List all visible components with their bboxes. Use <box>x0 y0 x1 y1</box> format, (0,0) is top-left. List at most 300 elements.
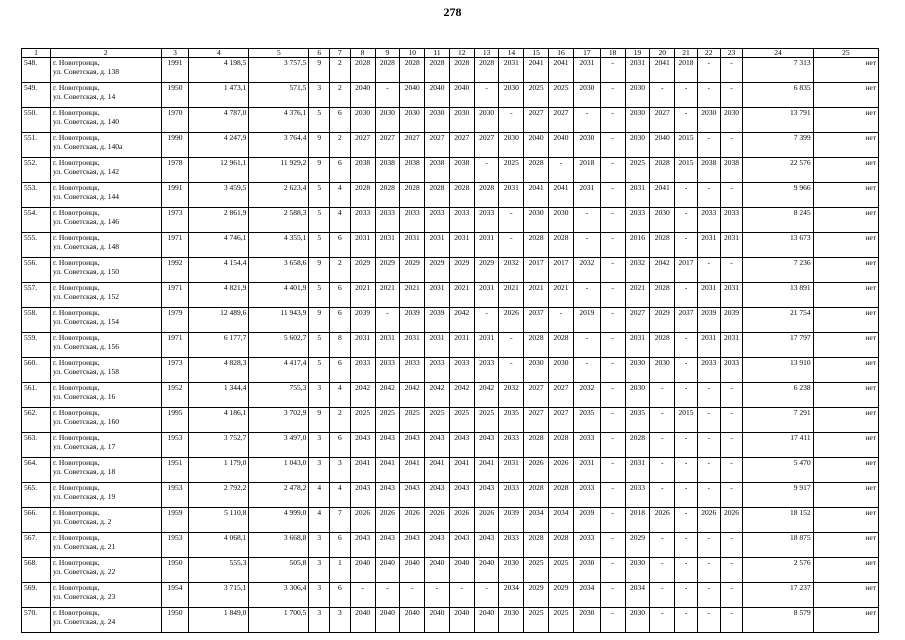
table-row <box>22 58 879 83</box>
flag-cell: нет <box>813 308 878 333</box>
address-street: ул. Советская, д. 138 <box>52 67 120 76</box>
table-row <box>22 158 879 183</box>
table-cell: 2026 <box>350 508 375 533</box>
table-cell: 3 <box>330 458 351 483</box>
row-number: 568. <box>22 558 51 583</box>
table-cell: 2031 <box>425 233 450 258</box>
address-street: ул. Советская, д. 19 <box>52 492 116 501</box>
table-cell: 2027 <box>625 308 650 333</box>
table-cell: 2031 <box>350 333 375 358</box>
table-cell: 2025 <box>524 558 549 583</box>
table-cell: 2031 <box>499 58 524 83</box>
table-cell: - <box>720 183 743 208</box>
table-cell: 2030 <box>625 358 650 383</box>
table-row <box>22 433 879 458</box>
table-cell: 2029 <box>549 583 574 608</box>
table-cell: 1950 <box>161 83 189 108</box>
table-cell: 2042 <box>350 383 375 408</box>
table-row <box>22 308 879 333</box>
column-number-header: 8 <box>350 49 375 58</box>
table-cell: 5 <box>309 333 330 358</box>
table-cell: 2033 <box>499 533 524 558</box>
table-cell: 6 <box>330 433 351 458</box>
table-cell: - <box>600 383 625 408</box>
table-cell: - <box>650 458 675 483</box>
table-cell: 5 <box>309 233 330 258</box>
table-row <box>22 508 879 533</box>
address-city: г. Новотроицк, <box>52 208 100 217</box>
table-cell: - <box>600 208 625 233</box>
column-number-row <box>22 49 879 58</box>
table-cell: 2030 <box>625 108 650 133</box>
table-cell: 4 821,9 <box>189 283 249 308</box>
table-cell: 2030 <box>573 83 600 108</box>
table-cell: - <box>375 583 400 608</box>
table-cell: - <box>600 533 625 558</box>
address-city: г. Новотроицк, <box>52 383 100 392</box>
table-cell: 2017 <box>675 258 698 283</box>
table-cell: - <box>720 458 743 483</box>
table-cell: 2021 <box>350 283 375 308</box>
table-cell: 3 <box>309 533 330 558</box>
table-cell: 2026 <box>474 508 499 533</box>
table-cell: 2030 <box>625 608 650 633</box>
flag-cell: нет <box>813 183 878 208</box>
address-cell <box>50 433 161 458</box>
table-cell: 4 746,1 <box>189 233 249 258</box>
table-cell: 2031 <box>625 58 650 83</box>
table-cell: 2031 <box>400 233 425 258</box>
table-cell: 2042 <box>449 308 474 333</box>
address-cell <box>50 558 161 583</box>
table-cell: 6 177,7 <box>189 333 249 358</box>
flag-cell: нет <box>813 58 878 83</box>
column-number-header: 20 <box>650 49 675 58</box>
table-row <box>22 608 879 633</box>
table-cell: 2031 <box>350 233 375 258</box>
table-cell: 2026 <box>449 508 474 533</box>
table-cell: 3 <box>309 608 330 633</box>
address-cell <box>50 483 161 508</box>
table-cell: 3 <box>309 433 330 458</box>
table-cell: 2040 <box>474 608 499 633</box>
table-cell: - <box>675 433 698 458</box>
table-cell: 2043 <box>425 483 450 508</box>
table-cell: 2021 <box>625 283 650 308</box>
table-cell: 2034 <box>625 583 650 608</box>
table-row <box>22 133 879 158</box>
address-city: г. Новотроицк, <box>52 108 100 117</box>
table-cell: 4 <box>309 483 330 508</box>
table-cell: 2031 <box>720 333 743 358</box>
address-cell <box>50 233 161 258</box>
table-cell: - <box>400 583 425 608</box>
table-cell: 4 <box>330 208 351 233</box>
flag-cell: нет <box>813 458 878 483</box>
table-cell: 2033 <box>499 433 524 458</box>
table-cell: 1971 <box>161 333 189 358</box>
column-number-header: 22 <box>697 49 720 58</box>
column-number-header: 25 <box>813 49 878 58</box>
column-number-header: 12 <box>449 49 474 58</box>
table-cell: 2031 <box>425 283 450 308</box>
table-cell: 2031 <box>474 283 499 308</box>
table-cell: 2042 <box>425 383 450 408</box>
flag-cell: нет <box>813 233 878 258</box>
table-cell: 2031 <box>573 58 600 83</box>
table-cell: 2028 <box>425 183 450 208</box>
table-cell: 2 588,3 <box>249 208 309 233</box>
table-cell: 2029 <box>400 258 425 283</box>
table-cell: 2032 <box>625 258 650 283</box>
table-cell: 2026 <box>400 508 425 533</box>
table-cell: 5 <box>309 183 330 208</box>
table-cell: - <box>697 83 720 108</box>
table-cell: 2027 <box>549 108 574 133</box>
address-city: г. Новотроицк, <box>52 258 100 267</box>
table-cell: 2040 <box>650 133 675 158</box>
table-cell: - <box>675 208 698 233</box>
address-street: ул. Советская, д. 156 <box>52 342 120 351</box>
table-cell: 2033 <box>697 358 720 383</box>
table-cell: - <box>697 383 720 408</box>
table-cell: - <box>697 133 720 158</box>
table-cell: - <box>720 83 743 108</box>
table-cell: 2025 <box>549 558 574 583</box>
table-cell: 2028 <box>350 58 375 83</box>
table-cell: 2031 <box>449 333 474 358</box>
table-cell: - <box>675 83 698 108</box>
table-cell: 2031 <box>474 233 499 258</box>
table-cell: 2032 <box>499 383 524 408</box>
table-cell: 2028 <box>625 433 650 458</box>
table-cell: - <box>350 583 375 608</box>
table-cell: 2030 <box>549 358 574 383</box>
table-cell: 2030 <box>650 358 675 383</box>
table-cell: 505,8 <box>249 558 309 583</box>
table-cell: 2021 <box>375 283 400 308</box>
table-cell: 2032 <box>573 258 600 283</box>
table-cell: 2033 <box>573 433 600 458</box>
address-street: ул. Советская, д. 18 <box>52 467 116 476</box>
table-cell: 4 401,9 <box>249 283 309 308</box>
table-cell: 2027 <box>425 133 450 158</box>
cost-cell: 13 673 <box>743 233 813 258</box>
table-cell: 2030 <box>573 558 600 583</box>
table-cell: - <box>499 233 524 258</box>
flag-cell: нет <box>813 358 878 383</box>
table-cell: 2031 <box>400 333 425 358</box>
table-cell: 9 <box>309 58 330 83</box>
table-cell: 2040 <box>350 608 375 633</box>
table-cell: 2030 <box>650 208 675 233</box>
row-number: 558. <box>22 308 51 333</box>
column-number-header: 10 <box>400 49 425 58</box>
table-cell: 2039 <box>499 508 524 533</box>
table-cell: 6 <box>330 308 351 333</box>
table-cell: 2043 <box>375 483 400 508</box>
table-cell: 1978 <box>161 158 189 183</box>
row-number: 552. <box>22 158 51 183</box>
table-cell: 2033 <box>350 358 375 383</box>
table-cell: - <box>720 383 743 408</box>
table-cell: 2029 <box>449 258 474 283</box>
table-cell: 1954 <box>161 583 189 608</box>
table-cell: 6 <box>330 358 351 383</box>
table-cell: 4 <box>309 508 330 533</box>
cost-cell: 8 579 <box>743 608 813 633</box>
table-row <box>22 408 879 433</box>
table-cell: 2037 <box>675 308 698 333</box>
table-cell: 2030 <box>350 108 375 133</box>
table-cell: 2021 <box>549 283 574 308</box>
table-cell: - <box>650 533 675 558</box>
table-cell: 6 <box>330 533 351 558</box>
table-cell: 4 376,1 <box>249 108 309 133</box>
table-cell: 2042 <box>474 383 499 408</box>
table-cell: 1 043,0 <box>249 458 309 483</box>
table-cell: 2031 <box>449 233 474 258</box>
table-cell: - <box>600 283 625 308</box>
cost-cell: 22 576 <box>743 158 813 183</box>
table-cell: 2025 <box>474 408 499 433</box>
address-city: г. Новотроицк, <box>52 483 100 492</box>
cost-cell: 5 470 <box>743 458 813 483</box>
footnote-rule <box>21 632 221 633</box>
table-row <box>22 583 879 608</box>
flag-cell: нет <box>813 283 878 308</box>
address-city: г. Новотроицк, <box>52 308 100 317</box>
flag-cell: нет <box>813 558 878 583</box>
table-cell: 2026 <box>425 508 450 533</box>
table-cell: 2041 <box>524 58 549 83</box>
address-cell <box>50 583 161 608</box>
table-cell: 2043 <box>400 483 425 508</box>
table-cell: 2028 <box>650 158 675 183</box>
table-cell: 2033 <box>474 358 499 383</box>
table-cell: - <box>549 158 574 183</box>
table-cell: 2033 <box>625 208 650 233</box>
table-cell: 2026 <box>720 508 743 533</box>
table-cell: 2030 <box>625 133 650 158</box>
table-cell: 2026 <box>499 308 524 333</box>
address-street: ул. Советская, д. 152 <box>52 292 120 301</box>
table-cell: - <box>650 408 675 433</box>
table-cell: - <box>675 583 698 608</box>
table-cell: 2031 <box>573 183 600 208</box>
page-number: 278 <box>443 5 462 19</box>
column-number-header: 9 <box>375 49 400 58</box>
address-city: г. Новотроицк, <box>52 433 100 442</box>
table-cell: 2030 <box>499 558 524 583</box>
table-cell: 2027 <box>549 408 574 433</box>
column-number-header: 4 <box>189 49 249 58</box>
table-cell: 2042 <box>375 383 400 408</box>
table-cell: 1 473,1 <box>189 83 249 108</box>
table-cell: 1970 <box>161 108 189 133</box>
table-cell: 2034 <box>573 583 600 608</box>
flag-cell: нет <box>813 608 878 633</box>
table-cell: 2041 <box>350 458 375 483</box>
table-row <box>22 283 879 308</box>
table-cell: 2034 <box>549 508 574 533</box>
table-cell: 5 602,7 <box>249 333 309 358</box>
table-cell: 4 154,4 <box>189 258 249 283</box>
table-cell: 2030 <box>499 133 524 158</box>
table-cell: 2027 <box>400 133 425 158</box>
table-cell: 1950 <box>161 608 189 633</box>
table-cell: 2031 <box>499 458 524 483</box>
table-cell: 2028 <box>449 183 474 208</box>
table-cell: 2040 <box>350 83 375 108</box>
table-cell: 2028 <box>350 183 375 208</box>
address-cell <box>50 133 161 158</box>
address-city: г. Новотроицк, <box>52 558 100 567</box>
table-cell: 2033 <box>400 208 425 233</box>
table-cell: 2 792,2 <box>189 483 249 508</box>
row-number: 553. <box>22 183 51 208</box>
table-cell: - <box>697 483 720 508</box>
table-cell: 6 <box>330 283 351 308</box>
table-cell: 2025 <box>524 608 549 633</box>
table-cell: - <box>499 358 524 383</box>
table-cell: 2018 <box>573 158 600 183</box>
flag-cell: нет <box>813 133 878 158</box>
table-cell: 2030 <box>524 358 549 383</box>
table-cell: - <box>650 433 675 458</box>
table-cell: 2033 <box>697 208 720 233</box>
table-cell: - <box>573 358 600 383</box>
table-cell: 1952 <box>161 383 189 408</box>
table-cell: - <box>549 308 574 333</box>
table-cell: 2025 <box>625 158 650 183</box>
table-cell: 2030 <box>625 83 650 108</box>
table-cell: 11 929,2 <box>249 158 309 183</box>
address-city: г. Новотроицк, <box>52 183 100 192</box>
table-cell: 2028 <box>549 533 574 558</box>
table-cell: 2040 <box>425 83 450 108</box>
table-cell: - <box>650 583 675 608</box>
column-number-header: 18 <box>600 49 625 58</box>
table-cell: 2016 <box>625 233 650 258</box>
cost-cell: 18 875 <box>743 533 813 558</box>
column-number-header: 6 <box>309 49 330 58</box>
table-cell: 2028 <box>375 58 400 83</box>
table-cell: - <box>697 558 720 583</box>
table-cell: 2028 <box>650 333 675 358</box>
table-cell: 2030 <box>499 608 524 633</box>
table-cell: - <box>600 483 625 508</box>
flag-cell: нет <box>813 483 878 508</box>
table-cell: 1950 <box>161 558 189 583</box>
table-cell: - <box>720 558 743 583</box>
table-cell: 2037 <box>524 308 549 333</box>
table-cell: 2033 <box>350 208 375 233</box>
address-street: ул. Советская, д. 24 <box>52 617 116 626</box>
cost-cell: 13 791 <box>743 108 813 133</box>
table-cell: 2033 <box>573 533 600 558</box>
table-cell: - <box>474 308 499 333</box>
table-cell: 2031 <box>499 183 524 208</box>
table-cell: 2033 <box>573 483 600 508</box>
column-number-header: 19 <box>625 49 650 58</box>
table-cell: - <box>650 383 675 408</box>
table-cell: 2 <box>330 133 351 158</box>
address-city: г. Новотроицк, <box>52 583 100 592</box>
table-cell: - <box>720 433 743 458</box>
table-cell: 2031 <box>697 233 720 258</box>
table-cell: 2039 <box>350 308 375 333</box>
table-cell: 3 <box>309 558 330 583</box>
table-cell: 2033 <box>375 358 400 383</box>
table-cell: 2026 <box>524 458 549 483</box>
table-cell: - <box>375 83 400 108</box>
table-cell: - <box>600 333 625 358</box>
table-cell: - <box>600 183 625 208</box>
table-cell: 4 355,1 <box>249 233 309 258</box>
table-cell: 2028 <box>400 183 425 208</box>
table-cell: 1971 <box>161 233 189 258</box>
table-cell: - <box>573 233 600 258</box>
table-cell: 9 <box>309 408 330 433</box>
table-cell: - <box>697 433 720 458</box>
table-cell: 2028 <box>650 233 675 258</box>
table-cell: 2040 <box>449 83 474 108</box>
table-cell: 4 068,1 <box>189 533 249 558</box>
table-cell: - <box>675 333 698 358</box>
table-cell: 2028 <box>524 533 549 558</box>
table-cell: - <box>573 333 600 358</box>
table-cell: 2033 <box>400 358 425 383</box>
table-cell: 2034 <box>499 583 524 608</box>
address-city: г. Новотроицк, <box>52 358 100 367</box>
table-cell: 2029 <box>350 258 375 283</box>
table-cell: - <box>425 583 450 608</box>
table-cell: 2043 <box>474 533 499 558</box>
address-city: г. Новотроицк, <box>52 158 100 167</box>
flag-cell: нет <box>813 508 878 533</box>
table-cell: 2039 <box>400 308 425 333</box>
column-number-header: 24 <box>743 49 813 58</box>
table-cell: 555,3 <box>189 558 249 583</box>
table-cell: 3 668,8 <box>249 533 309 558</box>
column-number-header: 14 <box>499 49 524 58</box>
table-cell: 2038 <box>400 158 425 183</box>
table-cell: 2043 <box>425 433 450 458</box>
address-city: г. Новотроицк, <box>52 458 100 467</box>
table-cell: 2030 <box>474 108 499 133</box>
table-cell: 2033 <box>375 208 400 233</box>
table-cell: 2040 <box>549 133 574 158</box>
table-cell: 5 <box>309 283 330 308</box>
table-cell: 2040 <box>400 83 425 108</box>
table-cell: - <box>474 83 499 108</box>
row-number: 562. <box>22 408 51 433</box>
table-cell: - <box>720 58 743 83</box>
table-row <box>22 208 879 233</box>
table-cell: 2034 <box>524 508 549 533</box>
row-number: 554. <box>22 208 51 233</box>
table-cell: 2026 <box>375 508 400 533</box>
cost-cell: 7 236 <box>743 258 813 283</box>
table-cell: 1973 <box>161 358 189 383</box>
table-cell: 2031 <box>625 183 650 208</box>
table-cell: 1 849,0 <box>189 608 249 633</box>
table-cell: - <box>697 533 720 558</box>
cost-cell: 6 835 <box>743 83 813 108</box>
table-cell: 6 <box>330 108 351 133</box>
row-number: 560. <box>22 358 51 383</box>
